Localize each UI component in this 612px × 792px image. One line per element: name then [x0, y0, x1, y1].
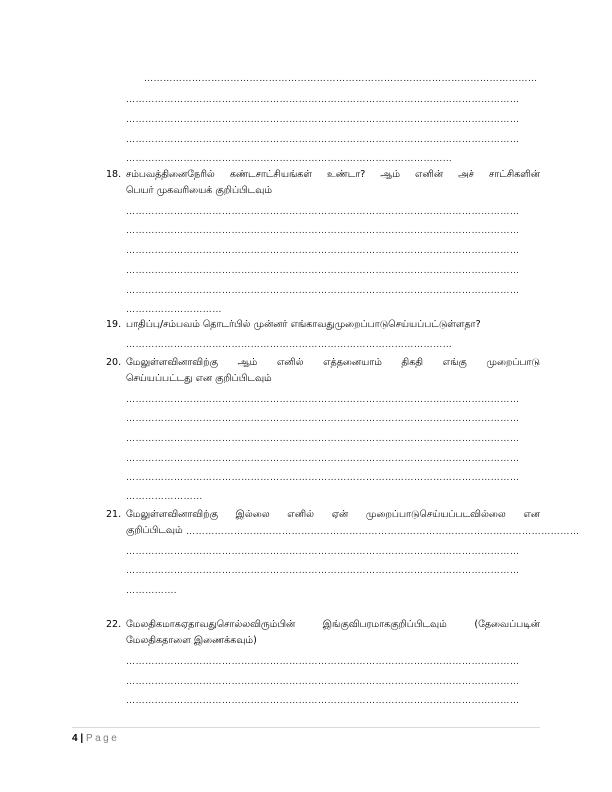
footer-separator: | [80, 733, 84, 744]
answer-line: ………………………… [126, 304, 222, 314]
question-21-text: மேலுள்ளவினாவிற்கு இல்லை எனில் ஏன் முறைப்பாடுசெய்யப்படவில்லை என [126, 509, 540, 520]
answer-line: …………………………………………………………………………………………………………… [144, 73, 538, 83]
page-number: 4 [72, 733, 78, 744]
question-number: 22. [106, 619, 122, 630]
answer-line: …………………………………………………………………………………………………………… [126, 94, 520, 104]
answer-line: ………………………………………………………………………………………… [126, 153, 453, 163]
question-number: 20. [106, 357, 122, 368]
question-22-text-cont: மேலதிகதாளை இணைக்கவும்) [126, 635, 257, 646]
question-20-text-cont: செய்யப்பட்டது என குறிப்பிடவும் [126, 373, 272, 384]
answer-line: …………………………………………………………………………………………………………… [126, 285, 520, 295]
question-19-text: பாதிப்பு/சம்பவம் தொடர்பில் முன்னர் எங்காவதுமுறைப்பாடுசெய்யப்பட்டுள்ளதா? [126, 319, 481, 330]
answer-line: …………………………………………………………………………………………………………… [126, 656, 520, 666]
question-18-text-cont: பெயர் முகவரியைக் குறிப்பிடவும் [126, 185, 272, 196]
answer-line: …………………………………………………………………………………………………………… [126, 695, 520, 705]
answer-line: ……………. [126, 585, 177, 595]
answer-line: …………………………………………………………………………………………………………… [126, 394, 520, 404]
answer-line: …………………………………………………………………………………………………………… [126, 546, 520, 556]
answer-line: …………………………………………………………………………………………………………… [126, 433, 520, 443]
answer-line: …………………………………………………………………………………………………………… [126, 225, 520, 235]
question-18-text: சம்பவத்தினைநேரில் கண்டசாட்சியங்கள் உண்டா? ஆம் எனின் அச் சாட்சிகளின் [126, 169, 540, 180]
question-20-text: மேலுள்ளவினாவிற்கு ஆம் எனில் எத்தனையாம் திகதி எங்கு முறைப்பாடு [126, 357, 540, 368]
answer-line: …………………………………………………………………………………………………………… [126, 206, 520, 216]
answer-line: …………………………………………………………………………………………………………… [126, 134, 520, 144]
answer-line: …………………………………………………………………………………………………………… [126, 676, 520, 686]
answer-line: …………………………………………………………………………………………………………… [126, 413, 520, 423]
question-21-text-cont: குறிப்பிடவும் [126, 525, 183, 536]
question-number: 19. [106, 319, 122, 330]
page-footer [72, 733, 119, 745]
answer-line: …………………………………………………………………………………………………………… [126, 565, 520, 575]
answer-line: ………………………………………………………………………………………… [126, 339, 453, 349]
question-number: 18. [106, 169, 122, 180]
answer-line: …………………… [126, 491, 203, 501]
answer-line: …………………………………………………………………………………………………………… [126, 245, 520, 255]
page-label: Page [85, 733, 120, 744]
footer-divider [72, 727, 540, 728]
answer-line: …………………………………………………………………………………………………………… [126, 472, 520, 482]
answer-line: …………………………………………………………………………………………………………… [126, 265, 520, 275]
answer-line: …………………………………………………………………………………………………………… [186, 526, 580, 536]
question-number: 21. [106, 509, 122, 520]
question-22-text: மேலதிகமாகஏதாவதுசொல்லவிரும்பின் இங்குவிபரமாககுறிப்பிடவும் (தேவைப்படின் [126, 619, 540, 630]
answer-line: …………………………………………………………………………………………………………… [126, 453, 520, 463]
answer-line: …………………………………………………………………………………………………………… [126, 114, 520, 124]
